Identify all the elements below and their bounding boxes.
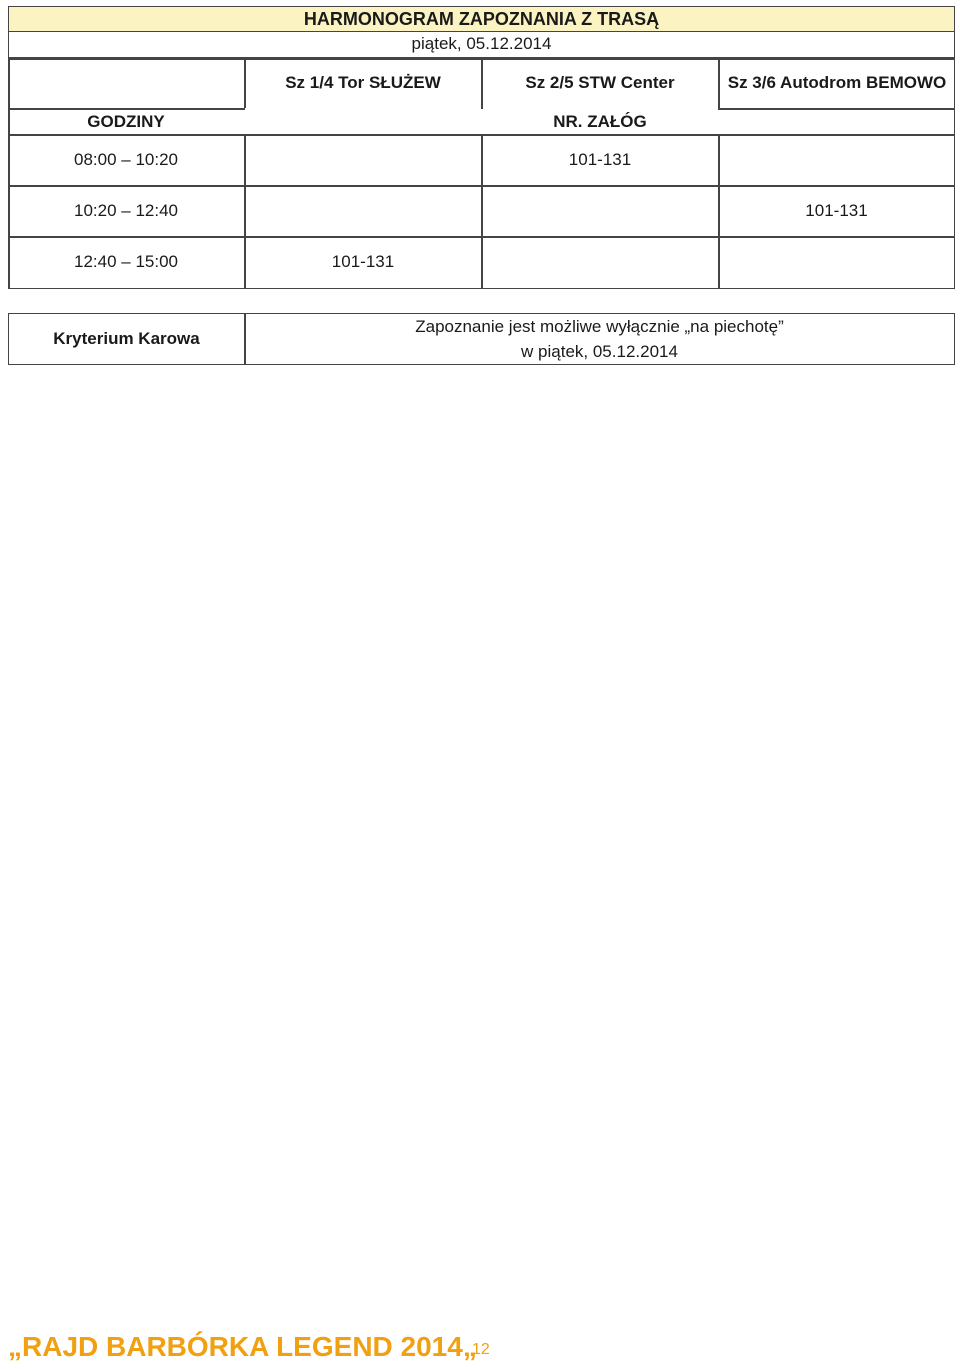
row-time: 10:20 – 12:40	[74, 201, 178, 220]
hours-header: GODZINY	[87, 111, 165, 131]
schedule-table	[8, 58, 955, 289]
crews-header: NR. ZAŁÓG	[553, 111, 647, 131]
row-stage-3	[719, 237, 954, 287]
page-number: 12	[472, 1341, 490, 1358]
schedule-title: HARMONOGRAM ZAPOZNANIA Z TRASĄ	[8, 6, 955, 32]
criterion-note-line-1: Zapoznanie jest możliwe wyłącznie „na piechotę”	[415, 316, 784, 336]
criterion-label: Kryterium Karowa	[53, 328, 200, 348]
schedule-date: piątek, 05.12.2014	[8, 32, 955, 58]
stage-header-3: Sz 3/6 Autodrom BEMOWO	[727, 73, 947, 92]
row-stage-2: 101-131	[568, 150, 632, 169]
event-name: „RAJD BARBÓRKA LEGEND 2014„	[8, 1331, 477, 1362]
row-stage-3	[719, 135, 954, 185]
row-stage-3: 101-131	[805, 201, 868, 220]
criterion-note	[246, 314, 953, 363]
row-stage-2	[482, 186, 718, 236]
stage-header-1: Sz 1/4 Tor SŁUŻEW	[285, 73, 441, 92]
stage-header-2: Sz 2/5 STW Center	[525, 73, 675, 92]
row-time: 08:00 – 10:20	[74, 150, 178, 169]
row-stage-2	[482, 237, 718, 287]
criterion-table	[8, 313, 955, 365]
row-stage-1: 101-131	[331, 252, 395, 271]
criterion-note-line-2: w piątek, 05.12.2014	[521, 341, 678, 361]
row-time: 12:40 – 15:00	[74, 252, 178, 271]
row-stage-1	[245, 135, 481, 185]
row-stage-1	[245, 186, 481, 236]
